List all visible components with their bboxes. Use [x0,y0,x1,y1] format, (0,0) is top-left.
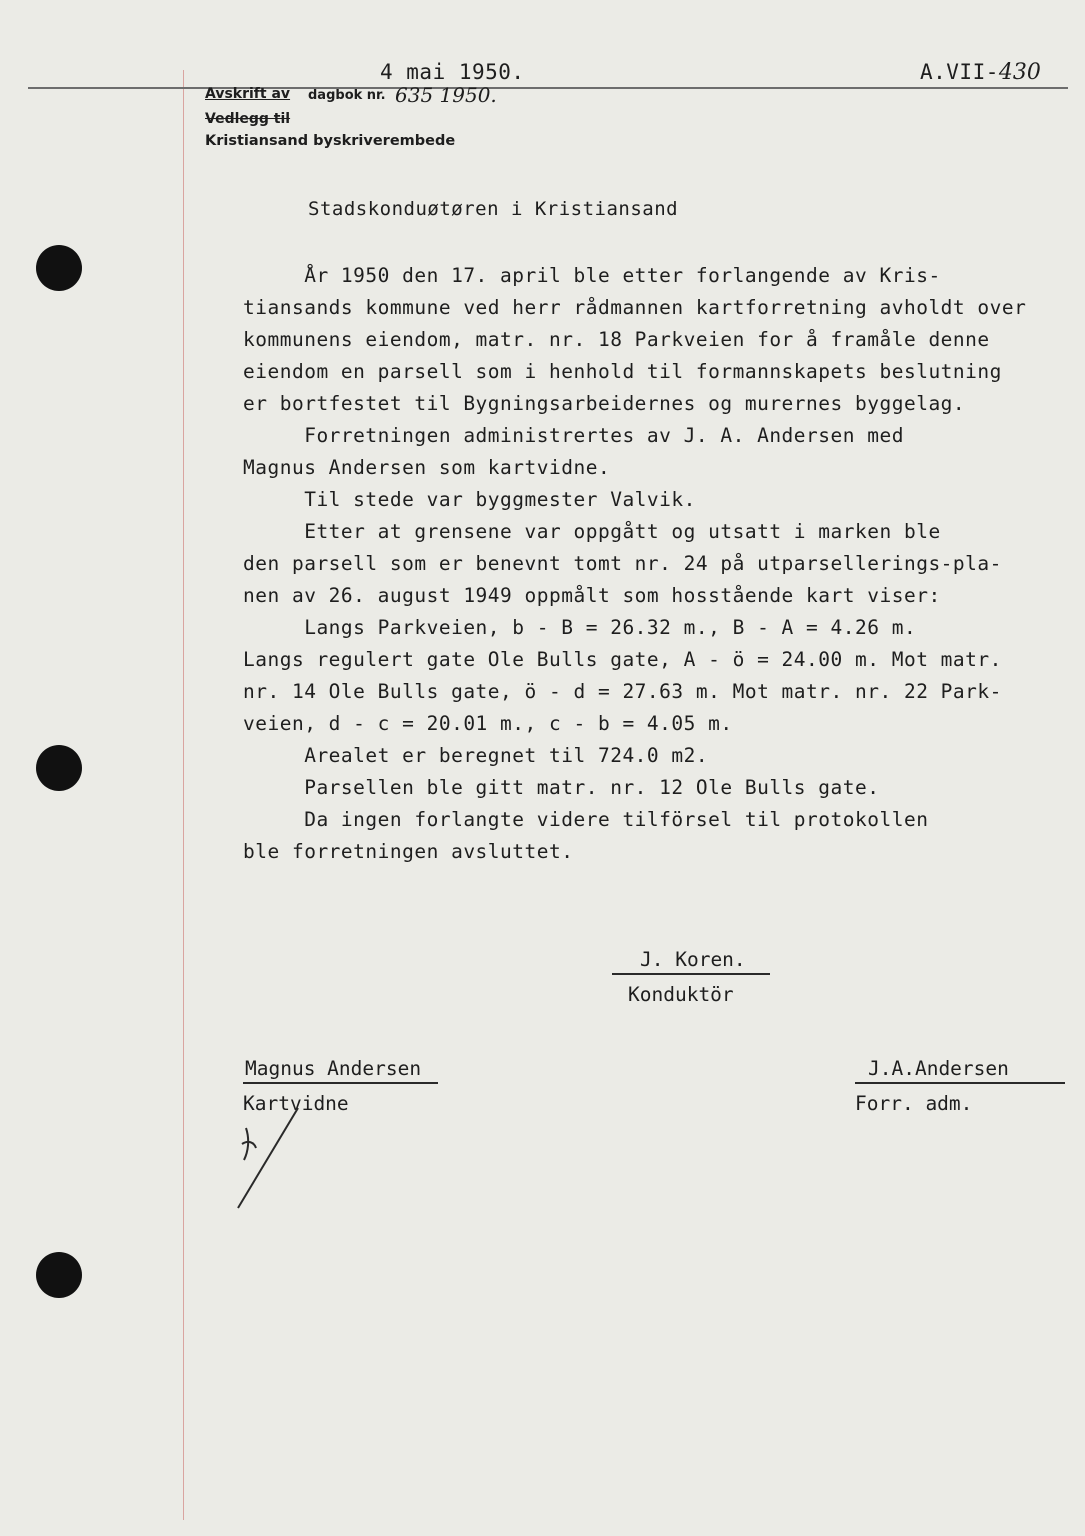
body-line: er bortfestet til Bygningsarbeidernes og murernes byggelag. [243,392,966,415]
body-line: nr. 14 Ole Bulls gate, ö - d = 27.63 m. Mot matr. nr. 22 Park- [243,680,1002,703]
signature-admin-title: Forr. adm. [855,1092,973,1115]
stamp-dagbok: dagbok nr. [308,88,386,103]
body-line: Magnus Andersen som kartvidne. [243,456,611,479]
archive-reference-handwritten: 430 [998,60,1041,85]
body-line: Til stede var byggmester Valvik. [243,488,696,511]
body-line: Forretningen administrertes av J. A. Andersen med [243,424,904,447]
signature-koren-name: J. Koren. [640,948,746,971]
stamp-office: Kristiansand byskriverembede [205,133,456,149]
punch-hole [36,745,82,791]
body-line: kommunens eiendom, matr. nr. 18 Parkveien for å framåle denne [243,328,990,351]
signature-witness-name: Magnus Andersen [245,1057,422,1080]
stamp-vedlegg: Vedlegg til [205,111,291,127]
body-line: Da ingen forlangte videre tilförsel til protokollen [243,808,929,831]
addressee: Stadskonduøtøren i Kristiansand [308,198,679,220]
body-line: Langs Parkveien, b - B = 26.32 m., B - A = 4.26 m. [243,616,917,639]
body-line: eiendom en parsell som i henhold til formannskapets beslutning [243,360,1002,383]
body-line: nen av 26. august 1949 oppmålt som hosstående kart viser: [243,584,941,607]
body-line: den parsell som er benevnt tomt nr. 24 på utparsellerings-pla- [243,552,1002,575]
signature-line [243,1082,438,1084]
punch-hole [36,1252,82,1298]
handwritten-initials [228,1100,318,1210]
body-line: Arealet er beregnet til 724.0 m2. [243,744,709,767]
signature-witness-title: Kartvidne [243,1092,349,1115]
signature-koren-title: Konduktör [628,983,734,1006]
body-line: veien, d - c = 20.01 m., c - b = 4.05 m. [243,712,733,735]
dagbok-number-handwritten: 635 1950. [395,83,497,107]
body-line: tiansands kommune ved herr rådmannen kartforretning avholdt over [243,296,1027,319]
archive-reference [920,60,1041,85]
header-rule [28,87,1068,89]
body-line: Etter at grensene var oppgått og utsatt i marken ble [243,520,941,543]
signature-line [612,973,770,975]
archive-reference-print: A.VII- [920,60,999,84]
body-line: ble forretningen avsluttet. [243,840,574,863]
body-line: År 1950 den 17. april ble etter forlangende av Kris- [243,264,941,287]
document-date: 4 mai 1950. [380,60,525,84]
margin-line [183,70,184,1520]
signature-line [855,1082,1065,1084]
stamp-avskrift: Avskrift av [205,86,291,102]
punch-hole [36,245,82,291]
body-line: Parsellen ble gitt matr. nr. 12 Ole Bulls gate. [243,776,880,799]
body-line: Langs regulert gate Ole Bulls gate, A - ö = 24.00 m. Mot matr. [243,648,1002,671]
signature-admin-name: J.A.Andersen [868,1057,1009,1080]
